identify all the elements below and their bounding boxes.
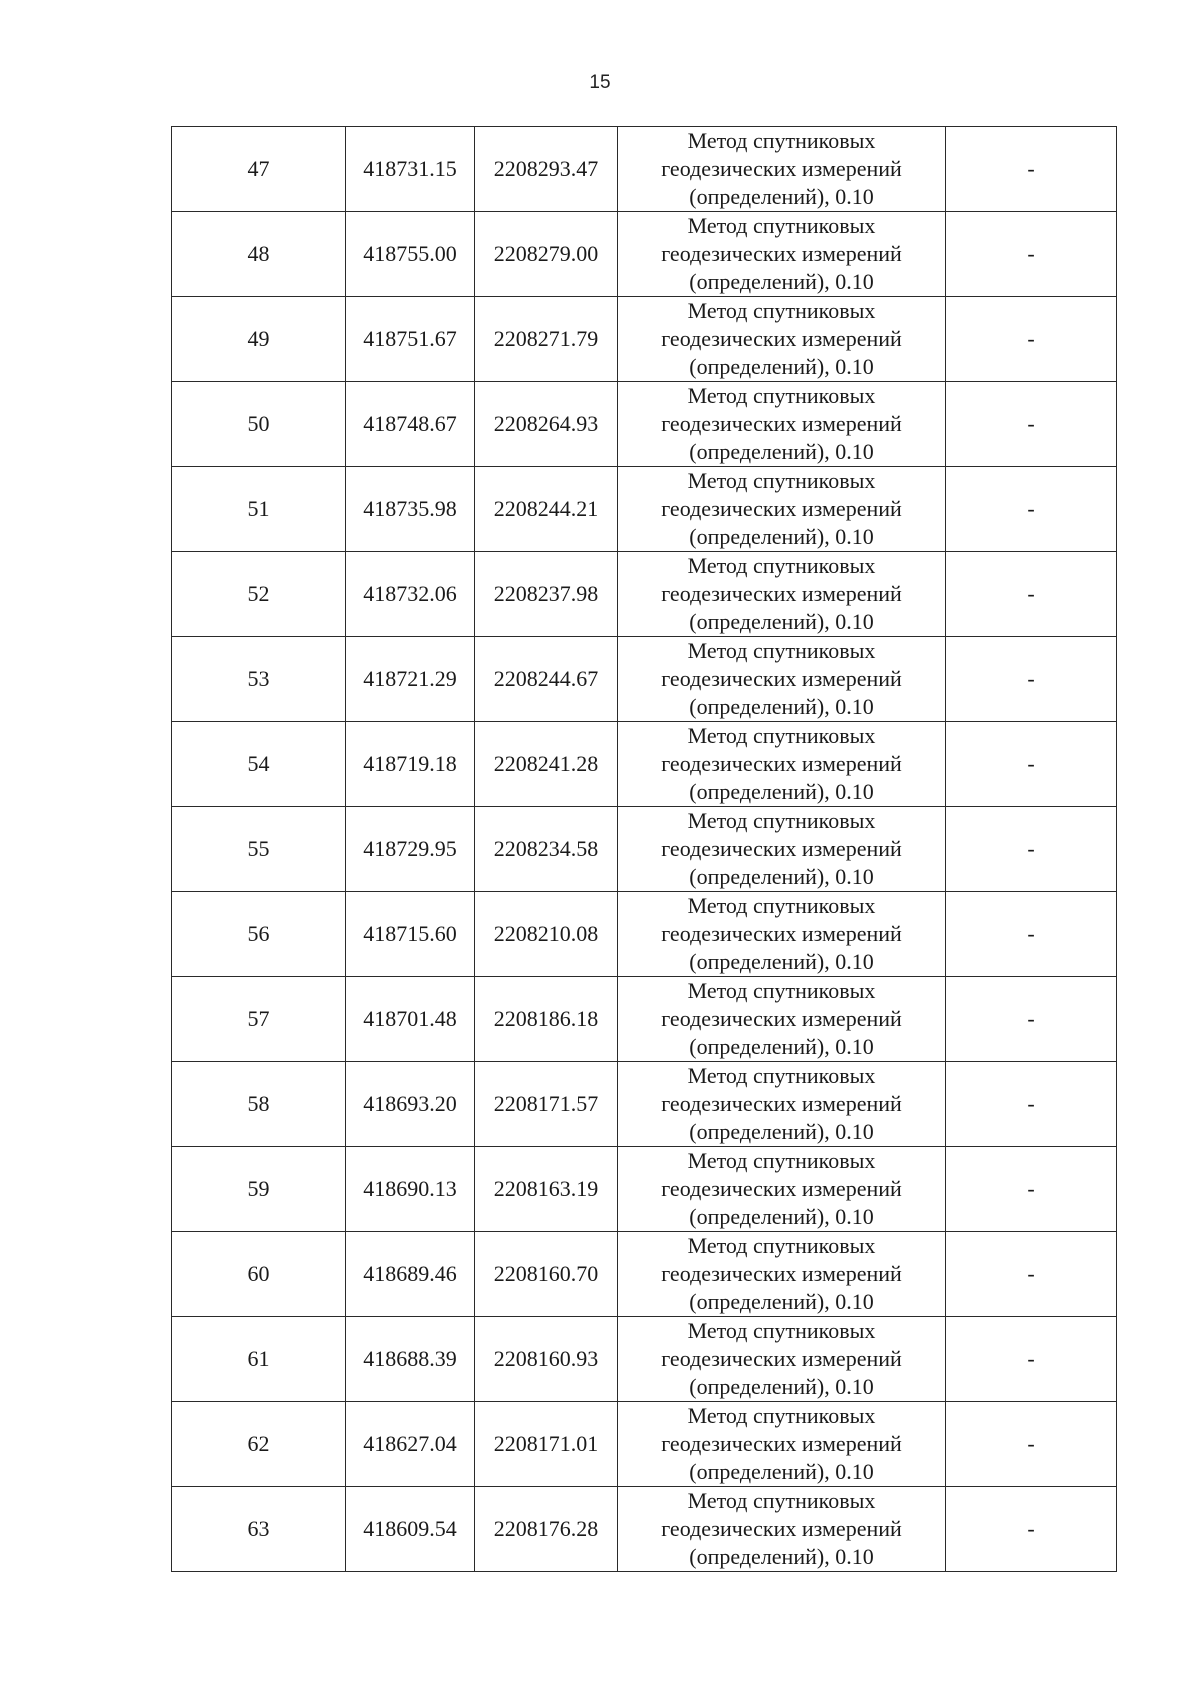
note-cell: - xyxy=(946,1487,1117,1572)
method-text-line: геодезических измерений xyxy=(661,921,902,946)
table-row xyxy=(172,1487,1117,1572)
method-text-line: геодезических измерений xyxy=(661,666,902,691)
table-row xyxy=(172,297,1117,382)
method-text-line: (определений), 0.10 xyxy=(689,1374,874,1399)
method-text-line: геодезических измерений xyxy=(661,581,902,606)
method-text-line: (определений), 0.10 xyxy=(689,609,874,634)
method-text-line: (определений), 0.10 xyxy=(689,354,874,379)
y-coordinate-cell: 2208163.19 xyxy=(475,1147,618,1232)
note-cell: - xyxy=(946,722,1117,807)
method-text-line: (определений), 0.10 xyxy=(689,1204,874,1229)
method-text-line: Метод спутниковых xyxy=(687,128,876,153)
method-text-line: геодезических измерений xyxy=(661,1346,902,1371)
method-text-line: Метод спутниковых xyxy=(687,1148,876,1173)
x-coordinate-cell: 418690.13 xyxy=(346,1147,475,1232)
y-coordinate-cell: 2208264.93 xyxy=(475,382,618,467)
method-text-line: геодезических измерений xyxy=(661,411,902,436)
note-cell: - xyxy=(946,1232,1117,1317)
method-text-line: геодезических измерений xyxy=(661,751,902,776)
method-text-line: Метод спутниковых xyxy=(687,808,876,833)
point-number-cell: 57 xyxy=(172,977,346,1062)
x-coordinate-cell: 418731.15 xyxy=(346,127,475,212)
y-coordinate-cell: 2208271.79 xyxy=(475,297,618,382)
table-row xyxy=(172,722,1117,807)
point-number-cell: 61 xyxy=(172,1317,346,1402)
x-coordinate-cell: 418693.20 xyxy=(346,1062,475,1147)
coordinates-table xyxy=(171,126,1117,1572)
page-number: 15 xyxy=(589,72,611,93)
table-row xyxy=(172,467,1117,552)
method-cell xyxy=(618,467,946,552)
method-cell xyxy=(618,1317,946,1402)
y-coordinate-cell: 2208241.28 xyxy=(475,722,618,807)
table-row xyxy=(172,977,1117,1062)
table-row xyxy=(172,1317,1117,1402)
method-cell xyxy=(618,977,946,1062)
point-number-cell: 48 xyxy=(172,212,346,297)
note-cell: - xyxy=(946,297,1117,382)
table-row xyxy=(172,637,1117,722)
x-coordinate-cell: 418735.98 xyxy=(346,467,475,552)
coordinates-table-body xyxy=(172,127,1117,1572)
x-coordinate-cell: 418689.46 xyxy=(346,1232,475,1317)
method-text-line: геодезических измерений xyxy=(661,1516,902,1541)
method-text-line: (определений), 0.10 xyxy=(689,864,874,889)
method-cell xyxy=(618,892,946,977)
note-cell: - xyxy=(946,382,1117,467)
method-text-line: (определений), 0.10 xyxy=(689,1119,874,1144)
y-coordinate-cell: 2208171.57 xyxy=(475,1062,618,1147)
note-cell: - xyxy=(946,467,1117,552)
method-text-line: геодезических измерений xyxy=(661,1006,902,1031)
method-text-line: геодезических измерений xyxy=(661,241,902,266)
point-number-cell: 53 xyxy=(172,637,346,722)
point-number-cell: 54 xyxy=(172,722,346,807)
method-cell xyxy=(618,1232,946,1317)
method-text-line: Метод спутниковых xyxy=(687,638,876,663)
y-coordinate-cell: 2208186.18 xyxy=(475,977,618,1062)
method-text-line: (определений), 0.10 xyxy=(689,439,874,464)
x-coordinate-cell: 418719.18 xyxy=(346,722,475,807)
note-cell: - xyxy=(946,1317,1117,1402)
method-text-line: Метод спутниковых xyxy=(687,1233,876,1258)
table-row xyxy=(172,1232,1117,1317)
method-text-line: геодезических измерений xyxy=(661,326,902,351)
x-coordinate-cell: 418609.54 xyxy=(346,1487,475,1572)
method-text-line: (определений), 0.10 xyxy=(689,694,874,719)
point-number-cell: 52 xyxy=(172,552,346,637)
point-number-cell: 62 xyxy=(172,1402,346,1487)
table-row xyxy=(172,892,1117,977)
method-text-line: Метод спутниковых xyxy=(687,553,876,578)
method-cell xyxy=(618,722,946,807)
method-cell xyxy=(618,552,946,637)
note-cell: - xyxy=(946,1062,1117,1147)
point-number-cell: 49 xyxy=(172,297,346,382)
method-text-line: (определений), 0.10 xyxy=(689,1544,874,1569)
table-row xyxy=(172,382,1117,467)
method-cell xyxy=(618,382,946,467)
note-cell: - xyxy=(946,1147,1117,1232)
x-coordinate-cell: 418751.67 xyxy=(346,297,475,382)
x-coordinate-cell: 418688.39 xyxy=(346,1317,475,1402)
method-text-line: (определений), 0.10 xyxy=(689,1034,874,1059)
note-cell: - xyxy=(946,127,1117,212)
point-number-cell: 47 xyxy=(172,127,346,212)
y-coordinate-cell: 2208237.98 xyxy=(475,552,618,637)
y-coordinate-cell: 2208234.58 xyxy=(475,807,618,892)
method-cell xyxy=(618,807,946,892)
method-cell xyxy=(618,127,946,212)
x-coordinate-cell: 418755.00 xyxy=(346,212,475,297)
point-number-cell: 63 xyxy=(172,1487,346,1572)
note-cell: - xyxy=(946,977,1117,1062)
table-row xyxy=(172,552,1117,637)
table-row xyxy=(172,127,1117,212)
method-text-line: Метод спутниковых xyxy=(687,1488,876,1513)
method-text-line: (определений), 0.10 xyxy=(689,269,874,294)
y-coordinate-cell: 2208171.01 xyxy=(475,1402,618,1487)
x-coordinate-cell: 418721.29 xyxy=(346,637,475,722)
y-coordinate-cell: 2208279.00 xyxy=(475,212,618,297)
note-cell: - xyxy=(946,637,1117,722)
method-text-line: (определений), 0.10 xyxy=(689,524,874,549)
table-row xyxy=(172,807,1117,892)
method-text-line: Метод спутниковых xyxy=(687,468,876,493)
method-cell xyxy=(618,637,946,722)
method-text-line: (определений), 0.10 xyxy=(689,184,874,209)
note-cell: - xyxy=(946,892,1117,977)
y-coordinate-cell: 2208244.67 xyxy=(475,637,618,722)
method-text-line: геодезических измерений xyxy=(661,156,902,181)
point-number-cell: 51 xyxy=(172,467,346,552)
method-text-line: Метод спутниковых xyxy=(687,383,876,408)
x-coordinate-cell: 418748.67 xyxy=(346,382,475,467)
method-text-line: Метод спутниковых xyxy=(687,298,876,323)
x-coordinate-cell: 418715.60 xyxy=(346,892,475,977)
note-cell: - xyxy=(946,212,1117,297)
method-text-line: Метод спутниковых xyxy=(687,1063,876,1088)
method-text-line: геодезических измерений xyxy=(661,1091,902,1116)
method-cell xyxy=(618,212,946,297)
method-text-line: Метод спутниковых xyxy=(687,1403,876,1428)
x-coordinate-cell: 418732.06 xyxy=(346,552,475,637)
method-text-line: геодезических измерений xyxy=(661,836,902,861)
method-cell xyxy=(618,297,946,382)
point-number-cell: 60 xyxy=(172,1232,346,1317)
method-text-line: (определений), 0.10 xyxy=(689,1289,874,1314)
method-text-line: геодезических измерений xyxy=(661,1176,902,1201)
y-coordinate-cell: 2208293.47 xyxy=(475,127,618,212)
method-text-line: геодезических измерений xyxy=(661,1261,902,1286)
method-text-line: (определений), 0.10 xyxy=(689,779,874,804)
y-coordinate-cell: 2208176.28 xyxy=(475,1487,618,1572)
method-text-line: Метод спутниковых xyxy=(687,213,876,238)
method-cell xyxy=(618,1402,946,1487)
method-text-line: геодезических измерений xyxy=(661,496,902,521)
point-number-cell: 55 xyxy=(172,807,346,892)
x-coordinate-cell: 418701.48 xyxy=(346,977,475,1062)
method-cell xyxy=(618,1062,946,1147)
table-row xyxy=(172,1402,1117,1487)
method-text-line: (определений), 0.10 xyxy=(689,949,874,974)
point-number-cell: 58 xyxy=(172,1062,346,1147)
y-coordinate-cell: 2208160.70 xyxy=(475,1232,618,1317)
method-text-line: Метод спутниковых xyxy=(687,1318,876,1343)
method-text-line: Метод спутниковых xyxy=(687,978,876,1003)
method-text-line: геодезических измерений xyxy=(661,1431,902,1456)
point-number-cell: 56 xyxy=(172,892,346,977)
table-row xyxy=(172,1147,1117,1232)
x-coordinate-cell: 418627.04 xyxy=(346,1402,475,1487)
method-text-line: (определений), 0.10 xyxy=(689,1459,874,1484)
method-text-line: Метод спутниковых xyxy=(687,723,876,748)
method-cell xyxy=(618,1487,946,1572)
y-coordinate-cell: 2208160.93 xyxy=(475,1317,618,1402)
method-cell xyxy=(618,1147,946,1232)
point-number-cell: 59 xyxy=(172,1147,346,1232)
method-text-line: Метод спутниковых xyxy=(687,893,876,918)
note-cell: - xyxy=(946,552,1117,637)
point-number-cell: 50 xyxy=(172,382,346,467)
y-coordinate-cell: 2208210.08 xyxy=(475,892,618,977)
note-cell: - xyxy=(946,1402,1117,1487)
table-row xyxy=(172,212,1117,297)
table-row xyxy=(172,1062,1117,1147)
y-coordinate-cell: 2208244.21 xyxy=(475,467,618,552)
x-coordinate-cell: 418729.95 xyxy=(346,807,475,892)
note-cell: - xyxy=(946,807,1117,892)
